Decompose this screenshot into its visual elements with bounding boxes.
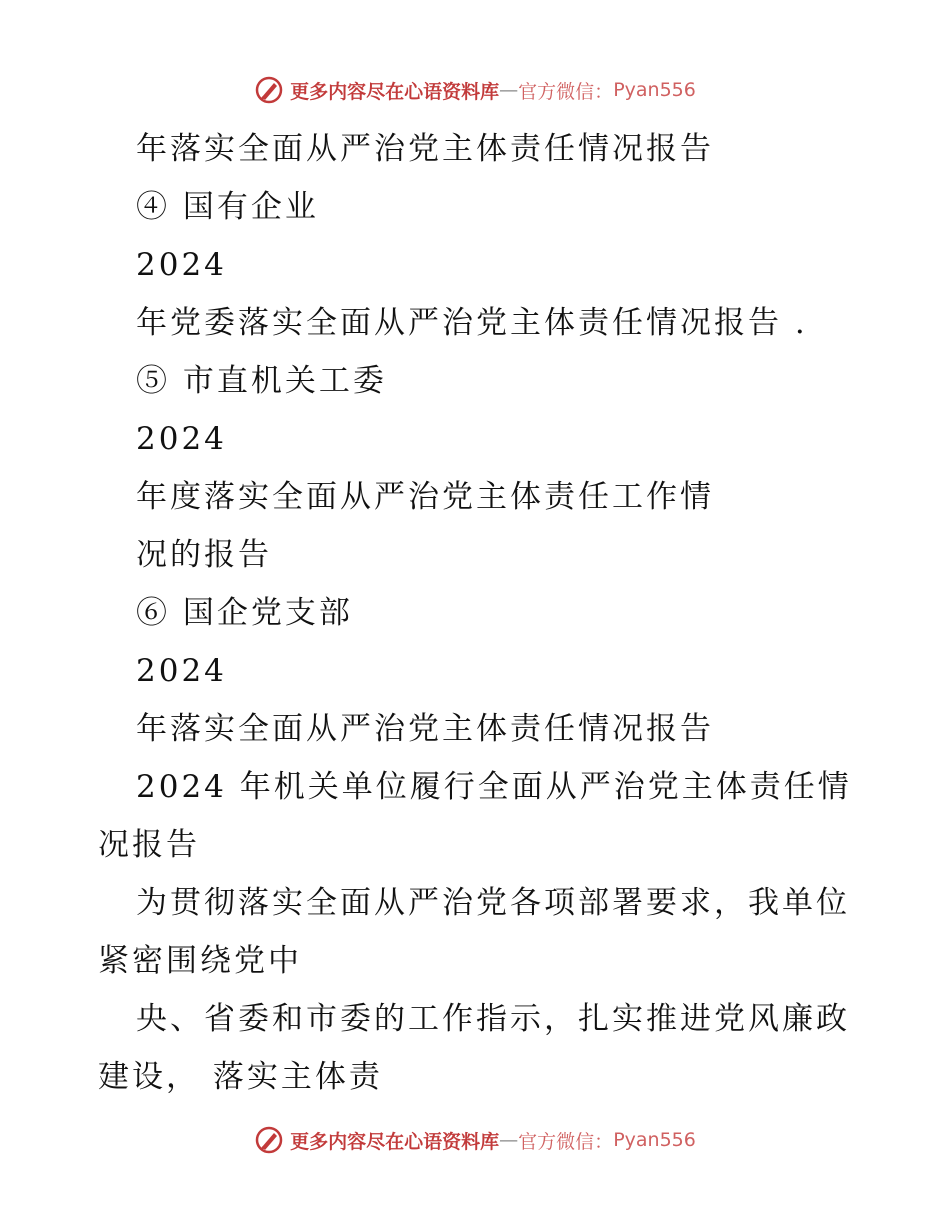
watermark-site-text: 更多内容尽在心语资料库	[290, 1130, 500, 1153]
text-line: 年党委落实全面从严治党主体责任情况报告 .	[136, 305, 808, 341]
text-line: 央、省委和市委的工作指示，扎实推进党风廉政	[136, 1001, 850, 1037]
pen-logo-icon	[254, 1125, 284, 1155]
text-line: 年度落实全面从严治党主体责任工作情	[136, 479, 714, 515]
text-line: 为贯彻落实全面从严治党各项部署要求，我单位	[136, 885, 850, 921]
watermark-wechat-id: Pyan556	[613, 79, 696, 101]
header-watermark	[0, 70, 950, 110]
text-line: 年落实全面从严治党主体责任情况报告	[136, 131, 714, 167]
text-line: 2024	[136, 421, 227, 457]
text-line: 2024	[136, 247, 227, 283]
watermark-wechat-label: 官方微信：	[518, 1130, 614, 1153]
text-line: ④ 国有企业	[136, 189, 319, 225]
text-line: ⑤ 市直机关工委	[136, 363, 387, 399]
watermark-wechat-label: 官方微信：	[518, 80, 614, 103]
watermark-separator: —	[499, 1129, 519, 1151]
text-line: ⑥ 国企党支部	[136, 595, 353, 631]
watermark-site-text: 更多内容尽在心语资料库	[290, 80, 500, 103]
text-line: 紧密围绕党中	[98, 943, 302, 979]
footer-watermark	[0, 1120, 950, 1160]
text-line: 2024 年机关单位履行全面从严治党主体责任情	[136, 769, 852, 805]
pen-logo-icon	[254, 75, 284, 105]
text-line: 况报告	[98, 827, 200, 863]
text-line: 建设， 落实主体责	[98, 1059, 383, 1095]
watermark-separator: —	[499, 79, 519, 101]
text-line: 2024	[136, 653, 227, 689]
watermark-wechat-id: Pyan556	[613, 1129, 696, 1151]
text-line: 年落实全面从严治党主体责任情况报告	[136, 711, 714, 747]
text-line: 况的报告	[136, 537, 272, 573]
